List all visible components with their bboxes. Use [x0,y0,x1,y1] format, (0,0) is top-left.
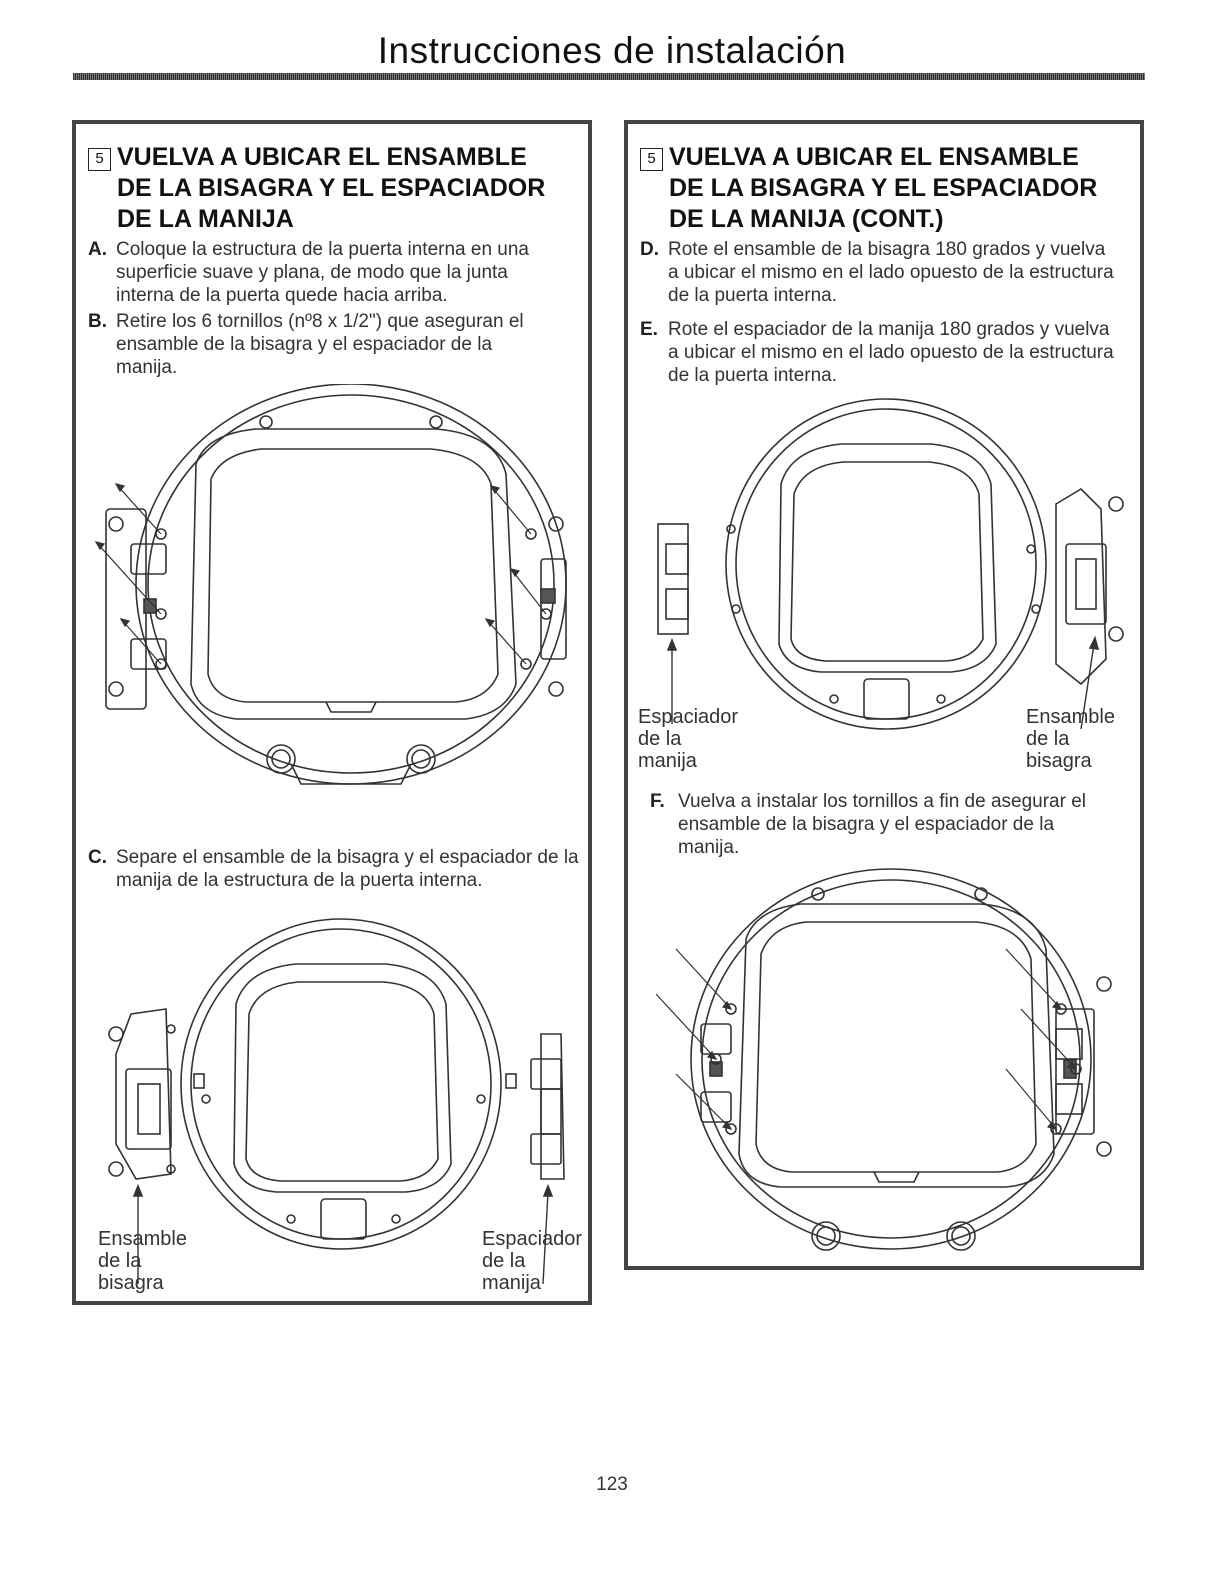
left-panel-heading [88,142,578,235]
caption-line: de la [482,1250,526,1272]
caption-line: Espaciador [482,1228,583,1250]
step-label: C. [88,847,107,868]
caption-line: Espaciador [638,706,739,728]
step-text: Vuelva a instalar los tornillos a fin de asegurar el ensamble de la bisagra y el espaciador de la manija. [678,791,1087,858]
step-f [650,790,1120,859]
step-text: Coloque la estructura de la puerta interna en una superficie suave y plana, de modo que la junta interna de la puerta quede hacia arriba. [116,239,529,306]
title-rule [73,73,1145,80]
heading-text: VUELVA A UBICAR EL ENSAMBLE DE LA BISAGRA Y EL ESPACIADOR DE LA MANIJA (CONT.) [669,143,1098,233]
step-label: B. [88,311,107,332]
caption-line: Ensamble [1026,706,1115,728]
step-label: F. [650,791,665,812]
page-number: 123 [596,1474,628,1495]
caption-hinge-assembly [98,1228,228,1294]
door-assembly-diagram-removal [86,384,586,794]
step-a [88,238,558,307]
caption-line: bisagra [98,1272,164,1294]
right-panel-heading [640,142,1130,235]
caption-line: de la [638,728,682,750]
step-text: Separe el ensamble de la bisagra y el espaciador de la manija de la estructura de la puerta interna. [116,847,579,891]
step-e [640,318,1120,387]
right-instruction-panel [624,120,1144,1270]
caption-line: de la [1026,728,1070,750]
caption-hinge-assembly [1026,706,1136,772]
caption-line: manija [482,1272,541,1294]
step-text: Retire los 6 tornillos (nº8 x 1/2") que aseguran el ensamble de la bisagra y el espaciador de la manija. [116,311,524,378]
caption-handle-spacer [638,706,778,772]
caption-line: bisagra [1026,750,1092,772]
step-b [88,310,558,379]
step-label: A. [88,239,107,260]
caption-handle-spacer [482,1228,592,1294]
caption-line: manija [638,750,697,772]
step-number-box: 5 [88,148,111,171]
step-d [640,238,1120,307]
page-title: Instrucciones de instalación [377,30,847,71]
step-number-box: 5 [640,148,663,171]
left-instruction-panel [72,120,592,1305]
step-label: E. [640,319,658,340]
heading-text: VUELVA A UBICAR EL ENSAMBLE DE LA BISAGRA Y EL ESPACIADOR DE LA MANIJA [117,143,546,233]
door-assembly-diagram-reinstalled [636,864,1136,1254]
step-c [88,846,583,892]
caption-line: Ensamble [98,1228,187,1250]
step-label: D. [640,239,659,260]
step-text: Rote el ensamble de la bisagra 180 grados y vuelva a ubicar el mismo en el lado opuesto de la estructura de la puerta interna. [668,239,1114,306]
step-text: Rote el espaciador de la manija 180 grados y vuelva a ubicar el mismo en el lado opuesto de la estructura de la puerta interna. [668,319,1114,386]
caption-line: de la [98,1250,142,1272]
